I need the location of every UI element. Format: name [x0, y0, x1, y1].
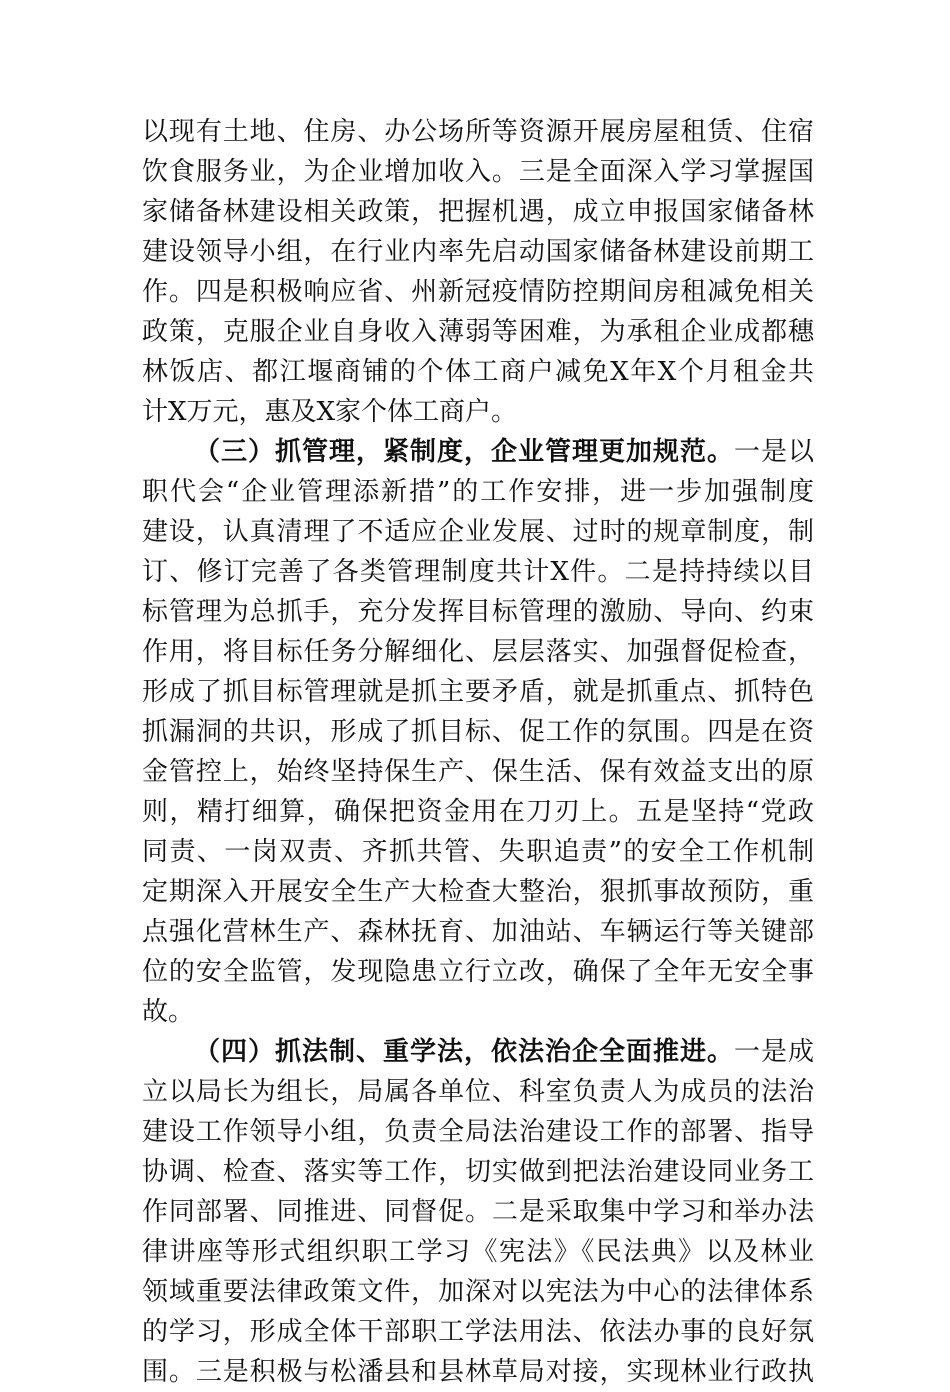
text-line: 职代会“企业管理添新措”的工作安排，进一步加强制度 — [142, 477, 814, 507]
text-line: 作同部署、同推进、同督促。二是采取集中学习和举办法 — [142, 1197, 814, 1227]
text-line: 点强化营林生产、森林抚育、加油站、车辆运行等关键部 — [142, 917, 814, 947]
text-line: 抓漏洞的共识，形成了抓目标、促工作的氛围。四是在资 — [142, 717, 814, 747]
text-line: 围。三是积极与松潘县和县林草局对接，实现林业行政执 — [142, 1357, 814, 1387]
text-line: 位的安全监管，发现隐患立行立改，确保了全年无安全事 — [142, 957, 814, 987]
text-line: 同责、一岗双责、齐抓共管、失职追责”的安全工作机制 — [142, 837, 814, 867]
text-line: 饮食服务业，为企业增加收入。三是全面深入学习掌握国 — [142, 157, 814, 187]
text-line: 作。四是积极响应省、州新冠疫情防控期间房租减免相关 — [142, 277, 814, 307]
text-line: 订、修订完善了各类管理制度共计X件。二是持持续以目 — [142, 557, 814, 587]
text-line: 计X万元，惠及X家个体工商户。 — [142, 397, 518, 427]
text-line: 政策，克服企业自身收入薄弱等困难，为承租企业成都穗 — [142, 317, 814, 347]
text-line: 以现有土地、住房、办公场所等资源开展房屋租赁、住宿 — [142, 117, 814, 147]
text-line: 建设，认真清理了不适应企业发展、过时的规章制度，制 — [142, 517, 814, 547]
section-3-first-line — [194, 432, 814, 472]
text-line: 立以局长为组长，局属各单位、科室负责人为成员的法治 — [142, 1077, 814, 1107]
text-line: 律讲座等形式组织职工学习《宪法》《民法典》以及林业 — [142, 1237, 814, 1267]
text-line: 故。 — [142, 997, 195, 1027]
section-4-heading: （四）抓法制、重学法，依法治企全面推进。 — [194, 1037, 734, 1067]
text-line: 建设工作领导小组，负责全局法治建设工作的部署、指导 — [142, 1117, 814, 1147]
text-line: 定期深入开展安全生产大检查大整治，狠抓事故预防，重 — [142, 877, 814, 907]
text-line: 标管理为总抓手，充分发挥目标管理的激励、导向、约束 — [142, 597, 814, 627]
section-3-first-line-rest: 一是以 — [733, 437, 814, 467]
text-line: 建设领导小组，在行业内率先启动国家储备林建设前期工 — [142, 237, 814, 267]
text-line: 的学习，形成全体干部职工学法用法、依法办事的良好氛 — [142, 1317, 814, 1347]
section-4-first-line — [194, 1032, 814, 1072]
text-line: 领域重要法律政策文件，加深对以宪法为中心的法律体系 — [142, 1277, 814, 1307]
text-line: 金管控上，始终坚持保生产、保生活、保有效益支出的原 — [142, 757, 814, 787]
text-line: 形成了抓目标管理就是抓主要矛盾，就是抓重点、抓特色 — [142, 677, 814, 707]
body-text — [0, 112, 950, 1392]
section-3-heading: （三）抓管理，紧制度，企业管理更加规范。 — [194, 437, 734, 467]
text-line: 则，精打细算，确保把资金用在刀刃上。五是坚持“党政 — [142, 797, 814, 827]
text-line: 作用，将目标任务分解细化、层层落实、加强督促检查， — [142, 637, 814, 667]
section-4-first-line-rest: 一是成 — [733, 1037, 814, 1067]
text-line: 家储备林建设相关政策，把握机遇，成立申报国家储备林 — [142, 197, 814, 227]
text-line: 协调、检查、落实等工作，切实做到把法治建设同业务工 — [142, 1157, 814, 1187]
text-line: 林饭店、都江堰商铺的个体工商户减免X年X个月租金共 — [142, 357, 814, 387]
